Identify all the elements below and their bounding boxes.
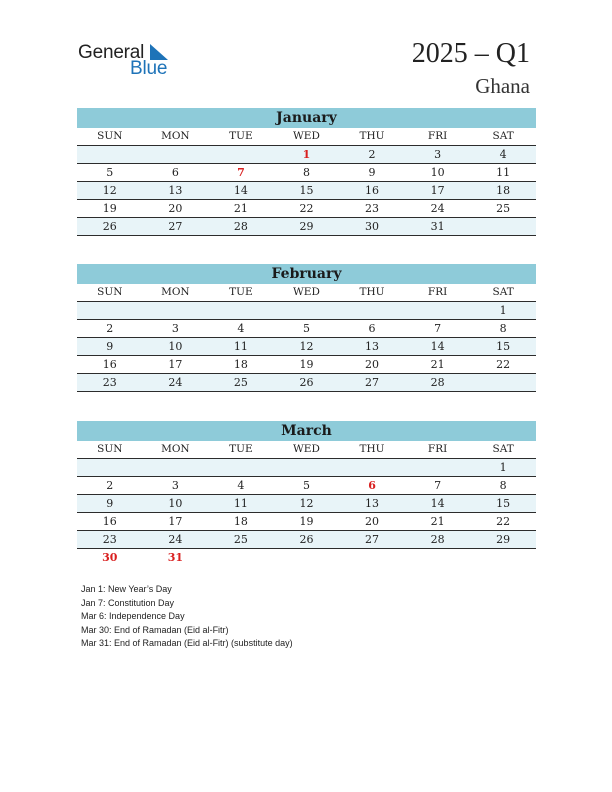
weekday-label: SAT bbox=[492, 286, 514, 298]
day-cell: 21 bbox=[430, 358, 445, 371]
day-cell: 6 bbox=[368, 322, 376, 335]
day-cell: 22 bbox=[496, 515, 511, 528]
weekday-label: TUE bbox=[229, 130, 253, 142]
weekday-label: MON bbox=[161, 130, 190, 142]
empty-day-cell bbox=[77, 302, 143, 319]
day-cell: 11 bbox=[233, 497, 248, 510]
day-cell: 28 bbox=[430, 533, 445, 546]
day-cell: 26 bbox=[102, 220, 117, 233]
day-cell: 2 bbox=[368, 148, 376, 161]
empty-day-cell bbox=[274, 549, 340, 566]
day-cell: 14 bbox=[430, 340, 445, 353]
weekday-label: THU bbox=[359, 286, 385, 298]
day-cell: 2 bbox=[106, 479, 114, 492]
day-cell: 19 bbox=[299, 515, 314, 528]
day-cell: 26 bbox=[299, 533, 314, 546]
week-row bbox=[77, 374, 536, 392]
day-cell: 21 bbox=[233, 202, 248, 215]
empty-day-cell bbox=[405, 549, 471, 566]
empty-day-cell bbox=[339, 302, 405, 319]
day-cell: 13 bbox=[365, 340, 380, 353]
week-row bbox=[77, 356, 536, 374]
week-row bbox=[77, 531, 536, 549]
month-calendar-march bbox=[77, 421, 536, 566]
day-cell: 3 bbox=[171, 322, 179, 335]
logo-blue-text: Blue bbox=[130, 58, 168, 79]
empty-day-cell bbox=[208, 549, 274, 566]
day-cell: 23 bbox=[365, 202, 380, 215]
day-cell: 20 bbox=[365, 358, 380, 371]
weekday-label: WED bbox=[293, 443, 320, 455]
day-cell: 24 bbox=[168, 533, 183, 546]
week-row bbox=[77, 495, 536, 513]
day-cell: 22 bbox=[299, 202, 314, 215]
day-cell: 8 bbox=[302, 166, 310, 179]
day-cell: 18 bbox=[233, 515, 248, 528]
empty-day-cell bbox=[143, 302, 209, 319]
empty-day-cell bbox=[77, 146, 143, 163]
weekday-label: TUE bbox=[229, 443, 253, 455]
day-cell: 25 bbox=[233, 376, 248, 389]
weekday-label: FRI bbox=[427, 130, 448, 142]
empty-day-cell bbox=[339, 459, 405, 476]
day-cell: 17 bbox=[430, 184, 445, 197]
day-cell: 30 bbox=[365, 220, 380, 233]
day-cell: 23 bbox=[102, 376, 117, 389]
day-cell: 17 bbox=[168, 358, 183, 371]
week-row bbox=[77, 320, 536, 338]
day-cell: 29 bbox=[299, 220, 314, 233]
day-cell: 28 bbox=[430, 376, 445, 389]
day-cell: 18 bbox=[496, 184, 511, 197]
holiday-note: Mar 6: Independence Day bbox=[81, 611, 185, 621]
weekday-label: SUN bbox=[97, 130, 123, 142]
month-name: March bbox=[77, 421, 536, 441]
empty-day-cell bbox=[77, 459, 143, 476]
weekday-label: WED bbox=[293, 130, 320, 142]
empty-day-cell bbox=[405, 459, 471, 476]
day-cell: 27 bbox=[168, 220, 183, 233]
weekday-label: FRI bbox=[427, 443, 448, 455]
week-row bbox=[77, 459, 536, 477]
day-cell: 20 bbox=[168, 202, 183, 215]
day-cell: 30 bbox=[102, 551, 118, 564]
empty-day-cell bbox=[405, 302, 471, 319]
day-cell: 20 bbox=[365, 515, 380, 528]
empty-day-cell bbox=[274, 302, 340, 319]
week-row bbox=[77, 182, 536, 200]
holiday-note: Mar 31: End of Ramadan (Eid al-Fitr) (substitute day) bbox=[81, 638, 293, 648]
day-cell: 5 bbox=[302, 479, 310, 492]
weekday-label: MON bbox=[161, 286, 190, 298]
day-cell: 1 bbox=[302, 148, 311, 161]
weekday-label: SUN bbox=[97, 286, 123, 298]
weekday-label: WED bbox=[293, 286, 320, 298]
weekday-label: THU bbox=[359, 130, 385, 142]
day-cell: 10 bbox=[168, 497, 183, 510]
country-name: Ghana bbox=[475, 74, 530, 98]
day-cell: 15 bbox=[496, 340, 511, 353]
day-cell: 4 bbox=[237, 479, 245, 492]
holiday-note: Mar 30: End of Ramadan (Eid al-Fitr) bbox=[81, 624, 229, 635]
empty-day-cell bbox=[208, 146, 274, 163]
week-row bbox=[77, 513, 536, 531]
empty-day-cell bbox=[208, 302, 274, 319]
day-cell: 25 bbox=[496, 202, 511, 215]
week-row bbox=[77, 200, 536, 218]
holiday-note: Jan 7: Constitution Day bbox=[81, 597, 175, 608]
day-cell: 7 bbox=[434, 322, 442, 335]
week-row bbox=[77, 549, 536, 566]
day-cell: 24 bbox=[430, 202, 445, 215]
weekday-header-row bbox=[77, 128, 536, 146]
weekday-label: SAT bbox=[492, 443, 514, 455]
day-cell: 9 bbox=[106, 340, 114, 353]
day-cell: 22 bbox=[496, 358, 511, 371]
day-cell: 28 bbox=[233, 220, 248, 233]
day-cell: 23 bbox=[102, 533, 117, 546]
day-cell: 19 bbox=[102, 202, 117, 215]
day-cell: 1 bbox=[499, 304, 507, 317]
week-row bbox=[77, 338, 536, 356]
day-cell: 4 bbox=[237, 322, 245, 335]
month-name: February bbox=[77, 264, 536, 284]
day-cell: 4 bbox=[499, 148, 507, 161]
day-cell: 18 bbox=[233, 358, 248, 371]
holiday-note: Jan 1: New Year’s Day bbox=[81, 584, 172, 594]
day-cell: 31 bbox=[167, 551, 183, 564]
holiday-notes bbox=[81, 583, 293, 651]
empty-day-cell bbox=[470, 549, 536, 566]
day-cell: 15 bbox=[496, 497, 511, 510]
day-cell: 16 bbox=[102, 515, 117, 528]
weekday-label: SAT bbox=[492, 130, 514, 142]
day-cell: 19 bbox=[299, 358, 314, 371]
day-cell: 9 bbox=[106, 497, 114, 510]
weekday-label: MON bbox=[161, 443, 190, 455]
day-cell: 6 bbox=[368, 479, 376, 492]
day-cell: 14 bbox=[430, 497, 445, 510]
empty-day-cell bbox=[470, 374, 536, 391]
day-cell: 16 bbox=[365, 184, 380, 197]
month-name: January bbox=[77, 108, 536, 128]
day-cell: 25 bbox=[233, 533, 248, 546]
day-cell: 13 bbox=[168, 184, 183, 197]
day-cell: 3 bbox=[434, 148, 442, 161]
day-cell: 29 bbox=[496, 533, 511, 546]
day-cell: 5 bbox=[106, 166, 114, 179]
week-row bbox=[77, 302, 536, 320]
month-calendar-january bbox=[77, 108, 536, 236]
weekday-label: THU bbox=[359, 443, 385, 455]
day-cell: 16 bbox=[102, 358, 117, 371]
logo-general-text: General bbox=[78, 42, 145, 63]
empty-day-cell bbox=[143, 146, 209, 163]
day-cell: 27 bbox=[365, 533, 380, 546]
week-row bbox=[77, 164, 536, 182]
day-cell: 7 bbox=[434, 479, 442, 492]
day-cell: 7 bbox=[237, 166, 245, 179]
day-cell: 2 bbox=[106, 322, 114, 335]
empty-day-cell bbox=[143, 459, 209, 476]
day-cell: 1 bbox=[499, 461, 507, 474]
empty-day-cell bbox=[470, 218, 536, 235]
weekday-label: FRI bbox=[427, 286, 448, 298]
empty-day-cell bbox=[208, 459, 274, 476]
day-cell: 10 bbox=[430, 166, 445, 179]
week-row bbox=[77, 477, 536, 495]
day-cell: 8 bbox=[499, 322, 507, 335]
day-cell: 11 bbox=[233, 340, 248, 353]
day-cell: 14 bbox=[233, 184, 248, 197]
week-row bbox=[77, 146, 536, 164]
month-calendar-february bbox=[77, 264, 536, 392]
day-cell: 8 bbox=[499, 479, 507, 492]
empty-day-cell bbox=[339, 549, 405, 566]
day-cell: 10 bbox=[168, 340, 183, 353]
day-cell: 9 bbox=[368, 166, 376, 179]
weekday-label: SUN bbox=[97, 443, 123, 455]
day-cell: 3 bbox=[171, 479, 179, 492]
empty-day-cell bbox=[274, 459, 340, 476]
day-cell: 21 bbox=[430, 515, 445, 528]
day-cell: 15 bbox=[299, 184, 314, 197]
day-cell: 31 bbox=[430, 220, 445, 233]
day-cell: 26 bbox=[299, 376, 314, 389]
day-cell: 27 bbox=[365, 376, 380, 389]
day-cell: 12 bbox=[102, 184, 117, 197]
day-cell: 6 bbox=[171, 166, 179, 179]
weekday-header-row bbox=[77, 284, 536, 302]
day-cell: 12 bbox=[299, 340, 314, 353]
weekday-label: TUE bbox=[229, 286, 253, 298]
day-cell: 12 bbox=[299, 497, 314, 510]
page-title: 2025 – Q1 bbox=[411, 38, 530, 69]
day-cell: 13 bbox=[365, 497, 380, 510]
day-cell: 5 bbox=[302, 322, 310, 335]
day-cell: 17 bbox=[168, 515, 183, 528]
day-cell: 24 bbox=[168, 376, 183, 389]
week-row bbox=[77, 218, 536, 236]
day-cell: 11 bbox=[496, 166, 511, 179]
weekday-header-row bbox=[77, 441, 536, 459]
